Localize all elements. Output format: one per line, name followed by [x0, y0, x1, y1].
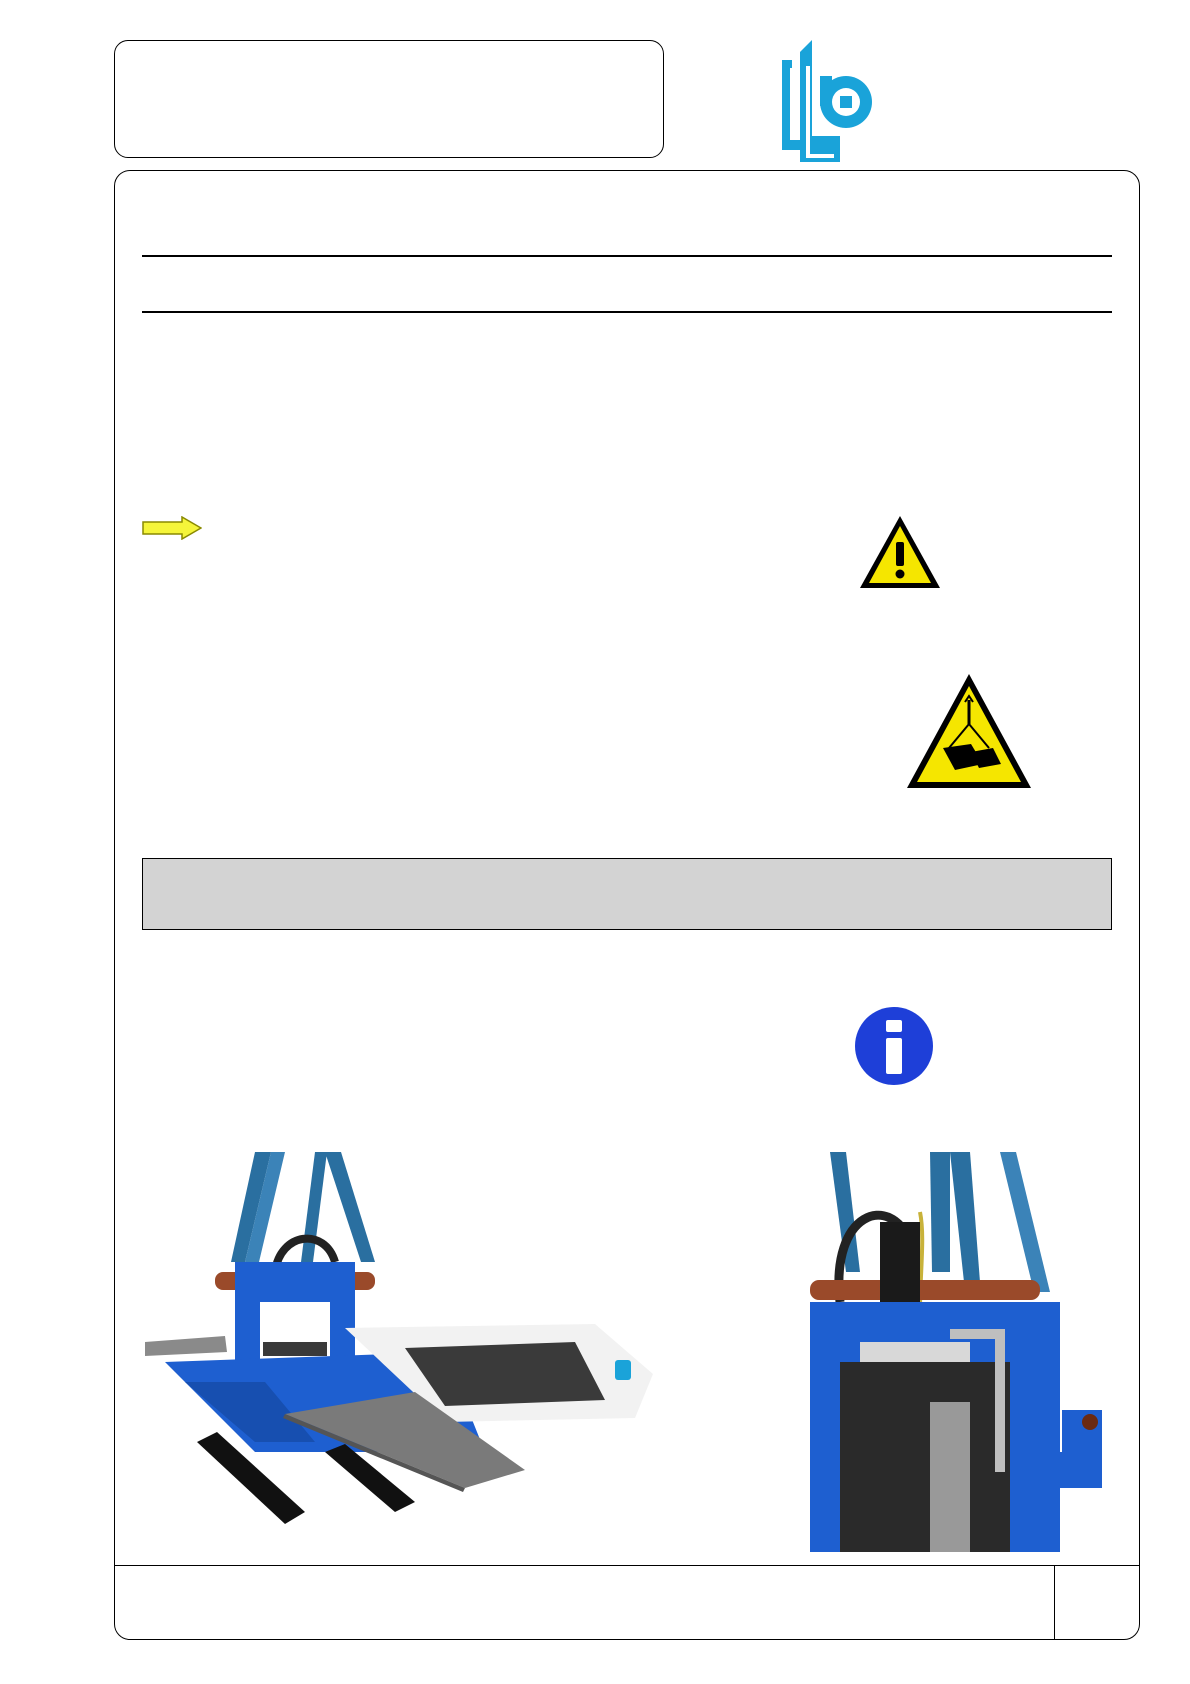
suspended-load-warning-icon [905, 672, 1033, 790]
info-icon [854, 1006, 934, 1086]
warning-triangle-icon [858, 514, 942, 590]
header-title-box [114, 40, 664, 158]
gray-notice-banner [142, 858, 1112, 930]
title-rule-top [142, 255, 1112, 257]
lb-logo [782, 40, 878, 162]
machine-lifting-detail-photo [800, 1152, 1102, 1552]
yellow-arrow-icon [142, 516, 202, 540]
machine-lifting-overview-photo [145, 1152, 655, 1552]
title-rule-bottom [142, 311, 1112, 313]
footer-page-number-divider [1054, 1565, 1055, 1640]
footer-separator [114, 1565, 1140, 1566]
